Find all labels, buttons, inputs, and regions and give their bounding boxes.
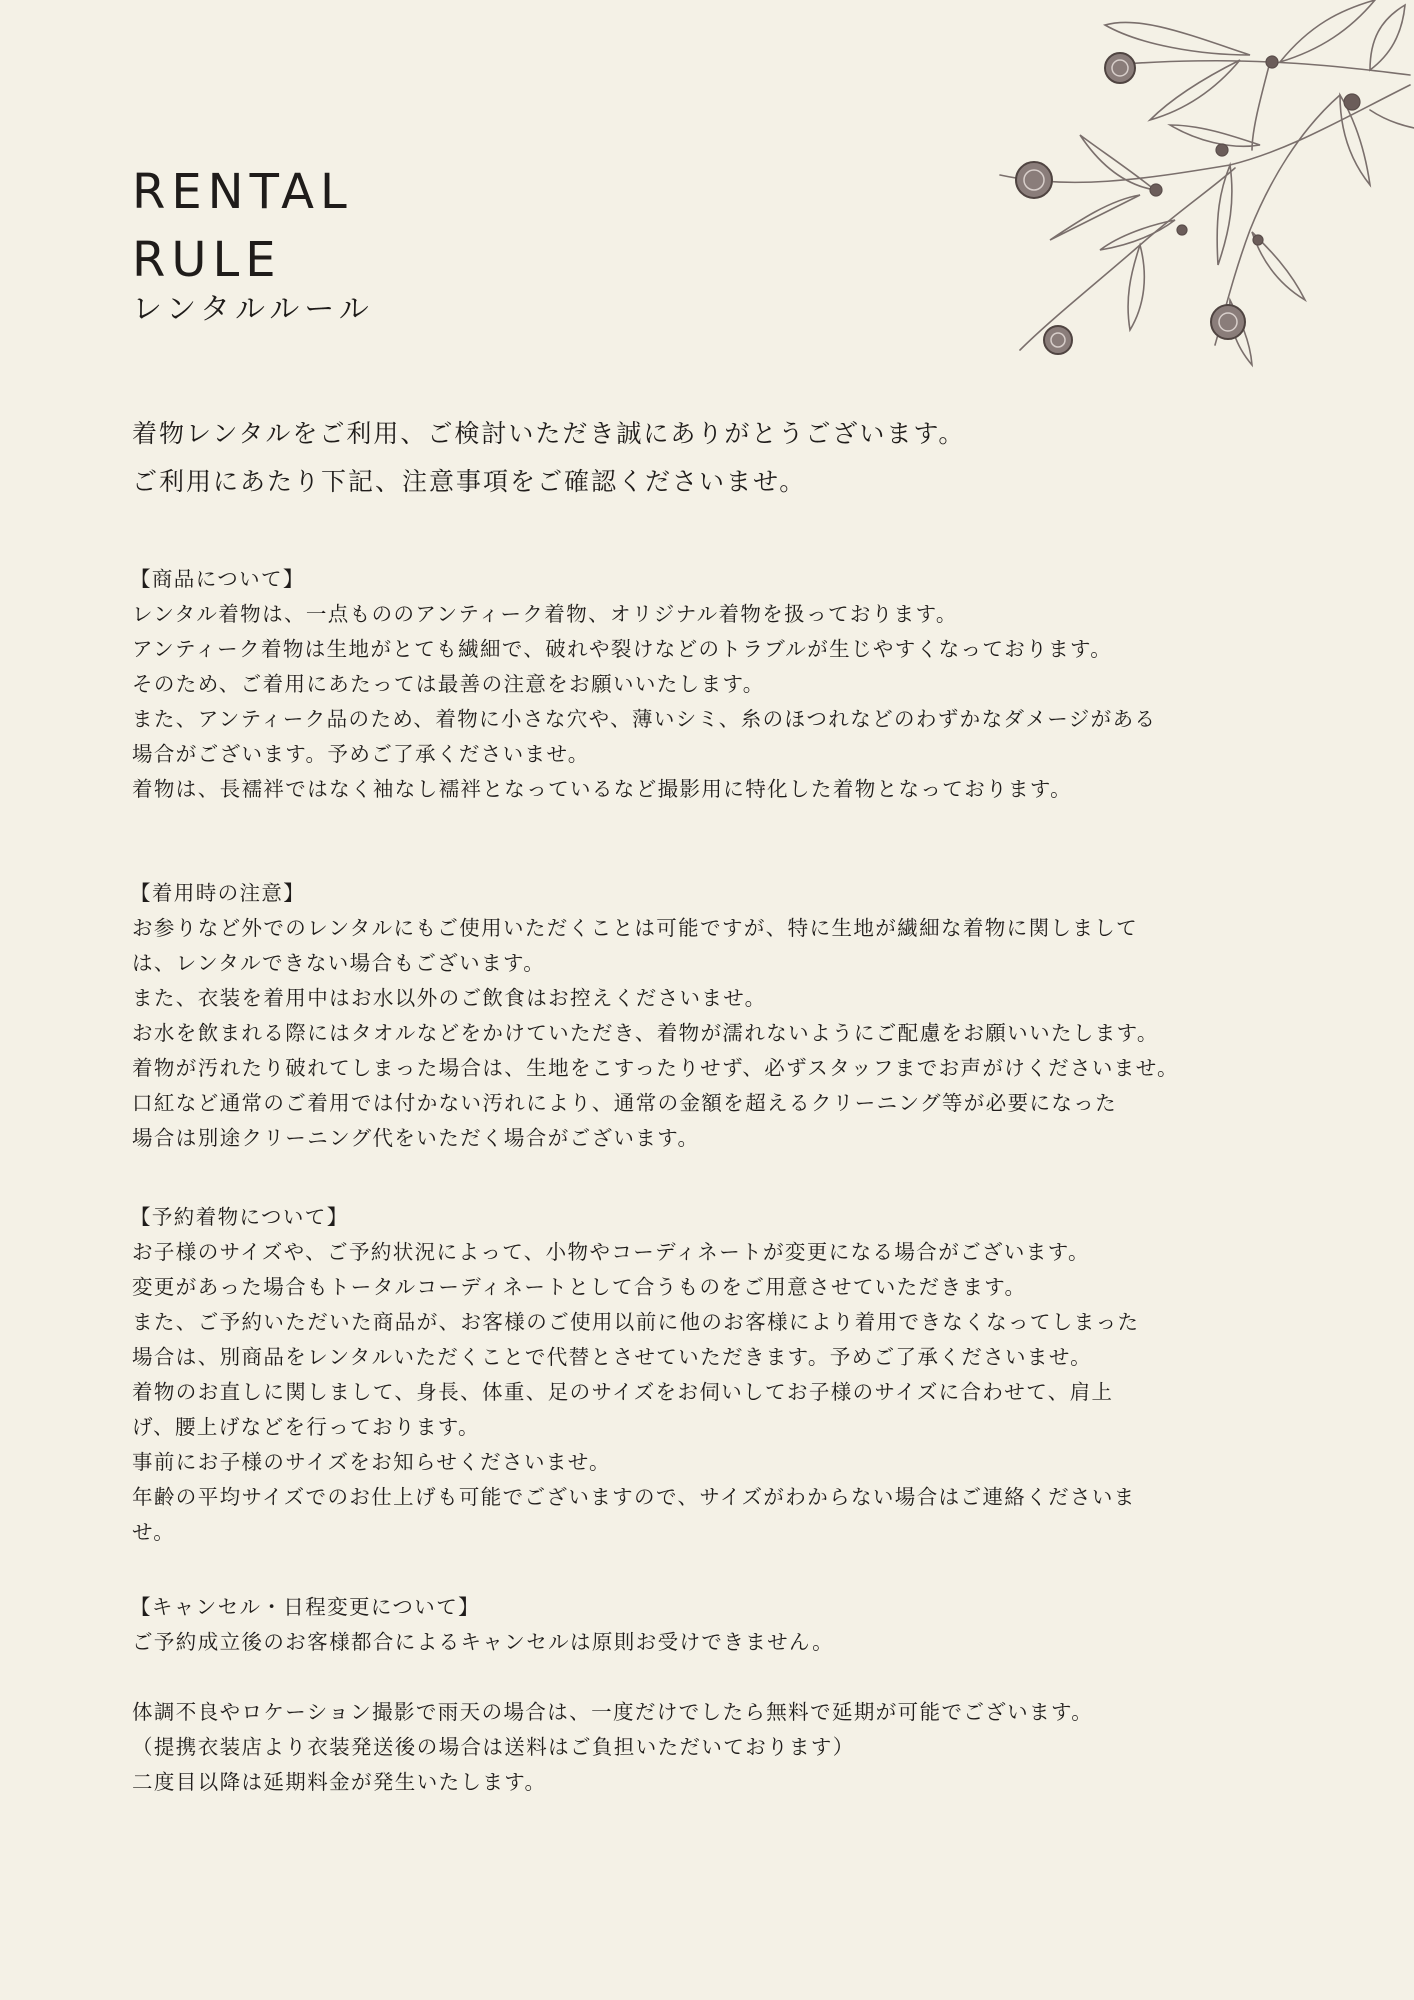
section-line: 着物が汚れたり破れてしまった場合は、生地をこすったりせず、必ずスタッフまでお声がけくださいませ。: [132, 1056, 1179, 1080]
title-line-rental: RENTAL: [132, 164, 353, 220]
section-line: 着物は、長襦袢ではなく袖なし襦袢となっているなど撮影用に特化した着物となっております。: [132, 777, 1073, 801]
section-line: レンタル着物は、一点もののアンティーク着物、オリジナル着物を扱っております。: [132, 602, 958, 626]
section-line: 事前にお子様のサイズをお知らせくださいませ。: [132, 1450, 611, 1474]
section-line: お子様のサイズや、ご予約状況によって、小物やコーディネートが変更になる場合がございます。: [132, 1240, 1090, 1264]
section-line: げ、腰上げなどを行っております。: [132, 1415, 480, 1439]
section-line: 着物のお直しに関しまして、身長、体重、足のサイズをお伺いしてお子様のサイズに合わせて、肩上: [132, 1380, 1114, 1404]
section-heading: 【着用時の注意】: [130, 881, 306, 905]
section-line: 体調不良やロケーション撮影で雨天の場合は、一度だけでしたら無料で延期が可能でございます。: [132, 1700, 1094, 1724]
section-line: 場合は別途クリーニング代をいただく場合がございます。: [132, 1126, 700, 1150]
section-cancellation: [132, 1590, 1332, 1800]
intro-line: ご利用にあたり下記、注意事項をご確認くださいませ。: [132, 467, 807, 496]
section-line: 年齢の平均サイズでのお仕上げも可能でございますので、サイズがわからない場合はご連絡くださいま: [132, 1485, 1136, 1509]
section-line: また、衣装を着用中はお水以外のご飲食はお控えくださいませ。: [132, 986, 767, 1010]
section-line: 口紅など通常のご着用では付かない汚れにより、通常の金額を超えるクリーニング等が必要になった: [132, 1091, 1118, 1115]
page-title: [132, 158, 353, 294]
section-line: 場合がございます。予めご了承くださいませ。: [132, 742, 590, 766]
section-products: [132, 562, 1332, 807]
intro-line: 着物レンタルをご利用、ご検討いただき誠にありがとうございます。: [132, 419, 966, 448]
section-line: お水を飲まれる際にはタオルなどをかけていただき、着物が濡れないようにご配慮をお願いいたします。: [132, 1021, 1159, 1045]
section-heading: 【キャンセル・日程変更について】: [130, 1595, 480, 1619]
floral-branch-icon: [990, 0, 1414, 380]
section-line: アンティーク着物は生地がとても繊細で、破れや裂けなどのトラブルが生じやすくなっております。: [132, 637, 1113, 661]
section-line: また、ご予約いただいた商品が、お客様のご使用以前に他のお客様により着用できなくなってしまった: [132, 1310, 1140, 1334]
page-subtitle: レンタルルール: [132, 292, 374, 327]
section-line: 二度目以降は延期料金が発生いたします。: [132, 1770, 547, 1794]
section-reserved-kimono: [132, 1200, 1332, 1550]
section-wearing-notes: [132, 876, 1332, 1156]
section-line: 変更があった場合もトータルコーディネートとして合うものをご用意させていただきます。: [132, 1275, 1027, 1299]
section-heading: 【予約着物について】: [130, 1205, 349, 1229]
blank-line: [132, 1660, 1332, 1695]
section-line: そのため、ご着用にあたっては最善の注意をお願いいたします。: [132, 672, 765, 696]
section-line: せ。: [132, 1520, 176, 1544]
section-line: は、レンタルできない場合もございます。: [132, 951, 546, 975]
section-line: ご予約成立後のお客様都合によるキャンセルは原則お受けできません。: [132, 1630, 835, 1654]
section-line: お参りなど外でのレンタルにもご使用いただくことは可能ですが、特に生地が繊細な着物に関しまして: [132, 916, 1139, 940]
section-line: （提携衣装店より衣装発送後の場合は送料はご負担いただいております）: [132, 1735, 855, 1759]
section-heading: 【商品について】: [130, 567, 305, 591]
section-line: 場合は、別商品をレンタルいただくことで代替とさせていただきます。予めご了承くださいませ。: [132, 1345, 1093, 1369]
intro-text: [132, 410, 1282, 506]
title-line-rule: RULE: [132, 232, 282, 288]
section-line: また、アンティーク品のため、着物に小さな穴や、薄いシミ、糸のほつれなどのわずかなダメージがある: [132, 707, 1157, 731]
